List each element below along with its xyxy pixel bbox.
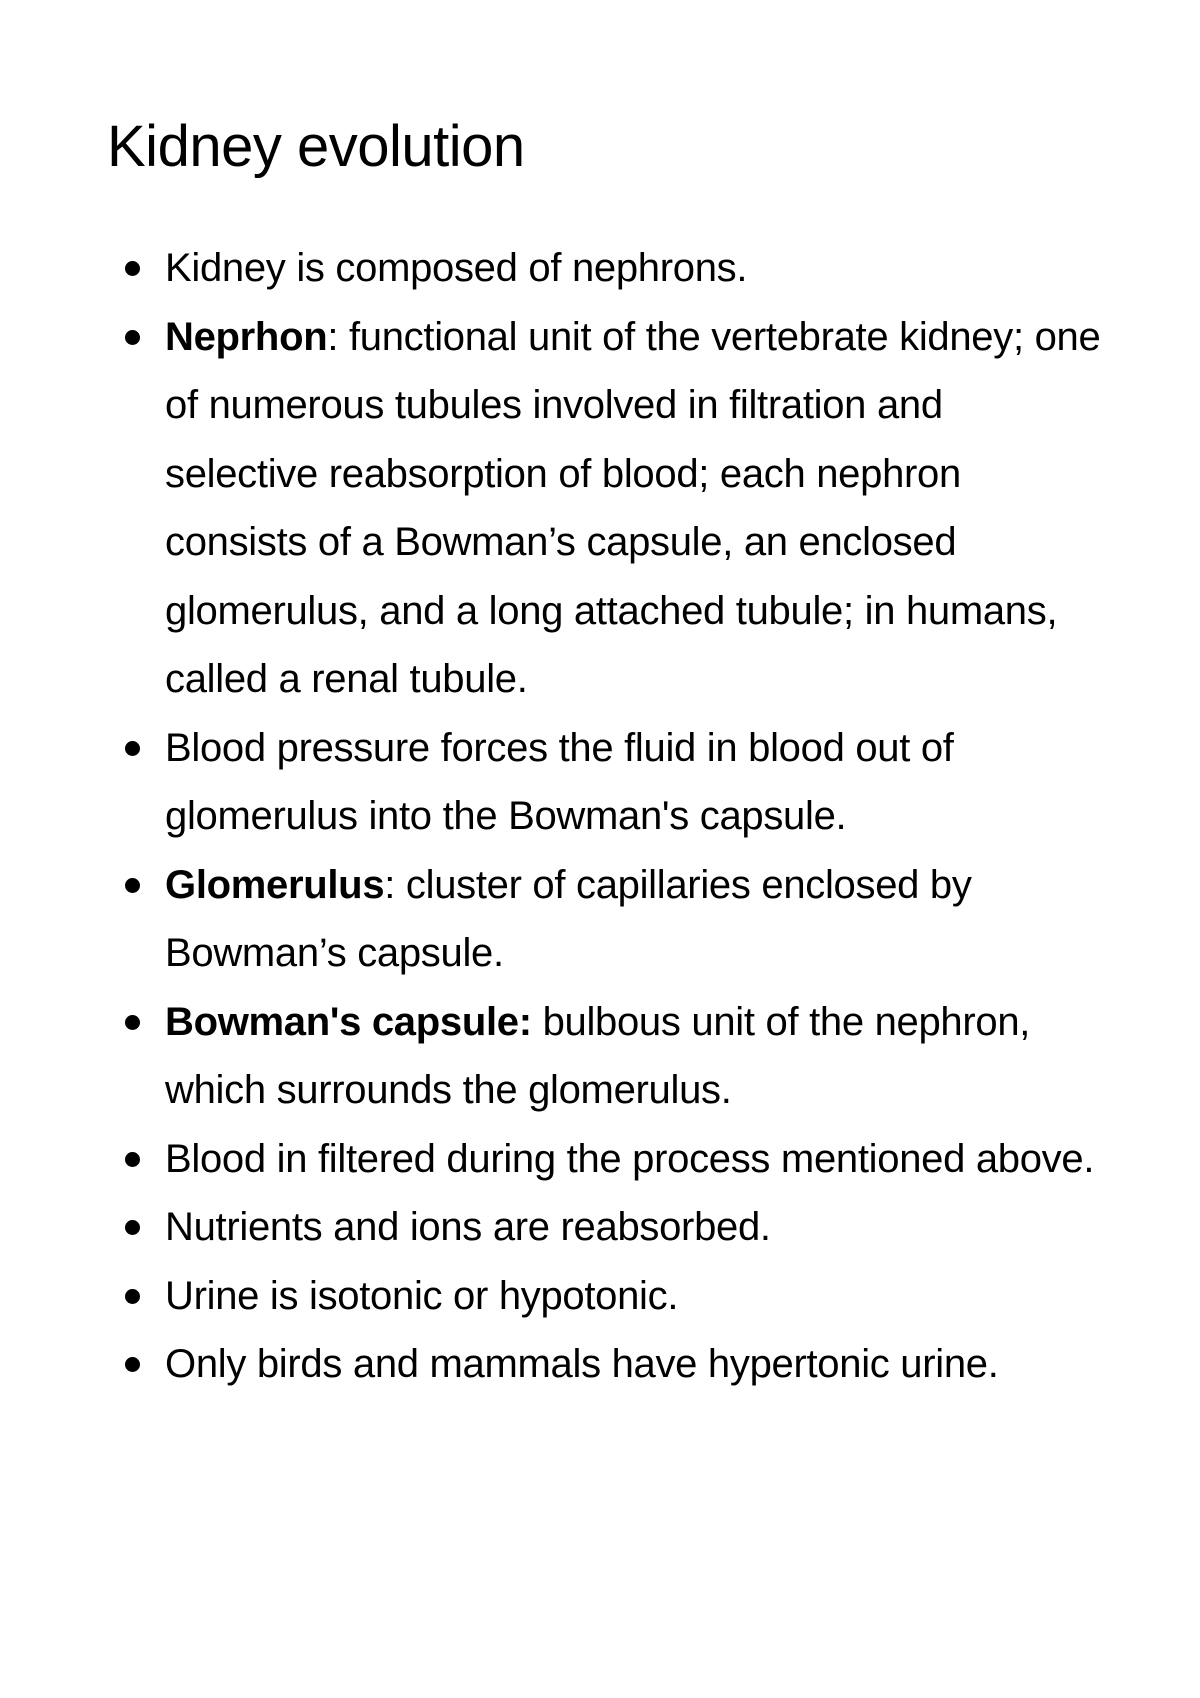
list-item	[0, 1193, 1105, 1262]
bullet-text: Nutrients and ions are reabsorbed.	[165, 1205, 771, 1249]
bullet-icon	[125, 261, 140, 276]
list-item	[0, 234, 1105, 303]
list-item	[0, 1262, 1105, 1331]
bullet-text: Only birds and mammals have hypertonic urine.	[165, 1342, 999, 1386]
bullet-icon	[125, 1220, 140, 1235]
bullet-icon	[125, 330, 140, 345]
bullet-text: Blood pressure forces the fluid in blood out of glomerulus into the Bowman's capsule.	[165, 725, 954, 838]
bullet-term: Neprhon	[165, 314, 328, 359]
bullet-icon	[125, 1289, 140, 1304]
list-item	[0, 1330, 1105, 1399]
bullet-text: bulbous unit of the nephron, which surrounds the glomerulus.	[165, 999, 1031, 1112]
bullet-list	[0, 234, 1200, 1399]
list-item	[0, 1125, 1105, 1194]
bullet-text: Blood in filtered during the process mentioned above.	[165, 1136, 1095, 1181]
bullet-text: Kidney is composed of nephrons.	[165, 246, 748, 290]
bullet-text: : cluster of capillaries enclosed by Bowman’s capsule.	[165, 862, 972, 975]
bullet-text: Urine is isotonic or hypotonic.	[165, 1273, 679, 1318]
bullet-term: Bowman's capsule:	[165, 999, 532, 1044]
list-item	[0, 714, 1105, 851]
bullet-icon	[125, 1015, 140, 1030]
page-title: Kidney evolution	[107, 114, 525, 179]
list-item	[0, 851, 1105, 988]
bullet-icon	[125, 1152, 140, 1167]
bullet-icon	[125, 878, 140, 893]
list-item	[0, 303, 1105, 714]
bullet-term: Glomerulus	[165, 862, 385, 907]
list-item	[0, 988, 1105, 1125]
bullet-icon	[125, 741, 140, 756]
bullet-icon	[125, 1357, 140, 1372]
bullet-text: : functional unit of the vertebrate kidney; one of numerous tubules involved in filtration and selective reabsorption of blood; each nephron consists of a Bowman’s capsule, an enclosed glomerulus, and a long attached tubule; in humans, called a renal tubule.	[165, 314, 1101, 701]
